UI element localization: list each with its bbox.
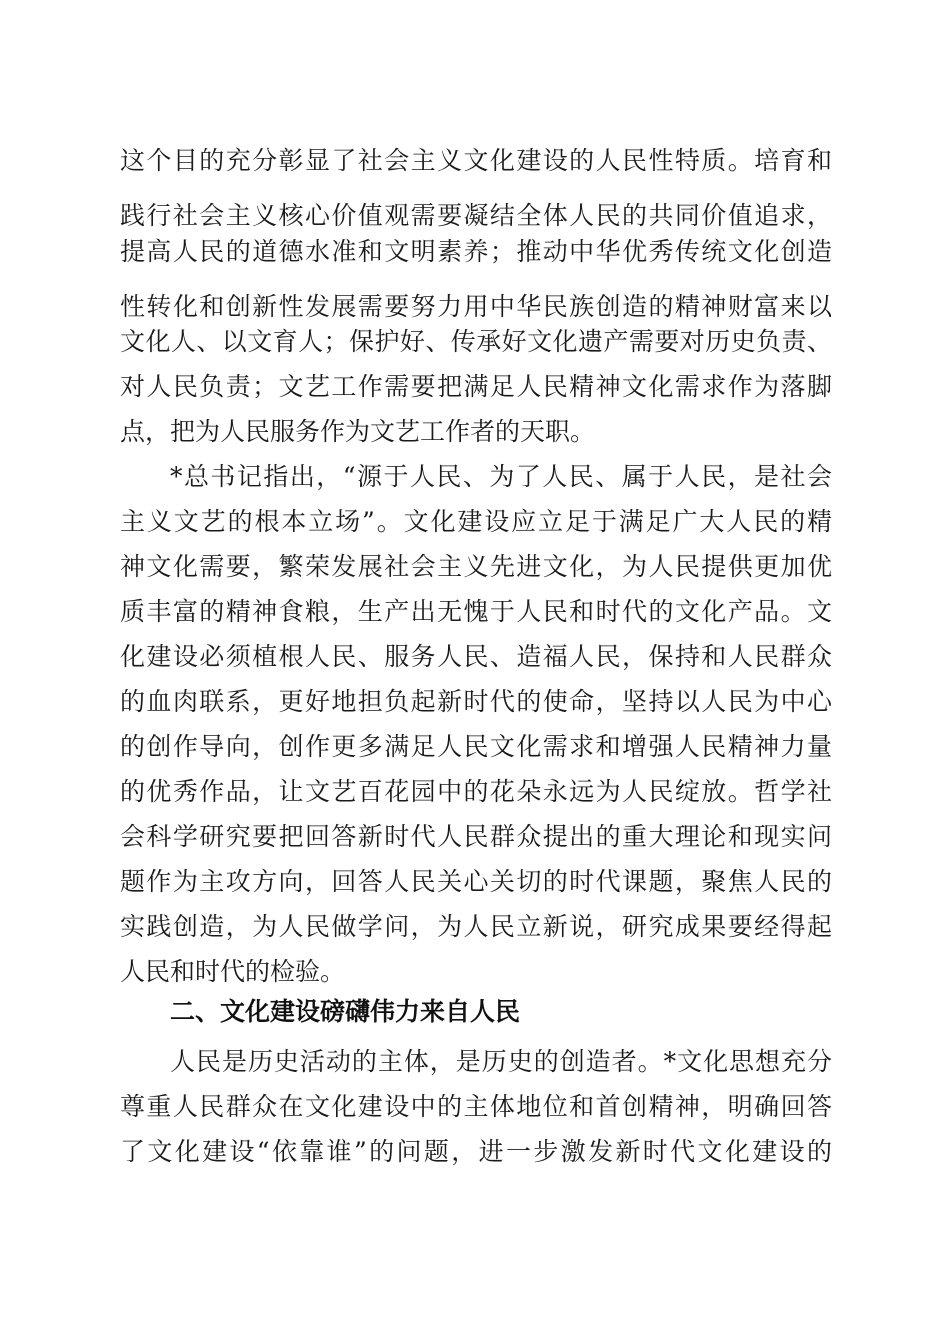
- text-line: 质丰富的精神食粮，生产出无愧于人民和时代的文化产品。文: [120, 597, 832, 626]
- text-line: 了文化建设“依靠谁”的问题，进一步激发新时代文化建设的: [120, 1137, 832, 1166]
- text-line: 化建设必须植根人民、服务人民、造福人民，保持和人民群众: [120, 642, 832, 671]
- text-line: 会科学研究要把回答新时代人民群众提出的重大理论和现实问: [120, 822, 832, 851]
- text-line: 践行社会主义核心价值观需要凝结全体人民的共同价值追求，: [120, 201, 832, 230]
- text-line: 这个目的充分彰显了社会主义文化建设的人民性特质。培育和: [120, 146, 832, 175]
- text-line: 的优秀作品，让文艺百花园中的花朵永远为人民绽放。哲学社: [120, 777, 832, 806]
- text-line: 尊重人民群众在文化建设中的主体地位和首创精神，明确回答: [120, 1092, 832, 1121]
- text-line: 文化人、以文育人；保护好、传承好文化遗产需要对历史负责、: [120, 327, 832, 356]
- text-line: 实践创造，为人民做学问，为人民立新说，研究成果要经得起: [120, 912, 832, 941]
- text-line: 点，把为人民服务作为文艺工作者的天职。: [120, 417, 596, 446]
- section-heading: 二、文化建设磅礴伟力来自人民: [170, 997, 521, 1026]
- text-line: 提高人民的道德水准和文明素养；推动中华优秀传统文化创造: [120, 237, 832, 266]
- text-line: 人民是历史活动的主体，是历史的创造者。*文化思想充分: [170, 1047, 832, 1076]
- text-line: 的创作导向，创作更多满足人民文化需求和增强人民精神力量: [120, 732, 832, 761]
- text-line: 的血肉联系，更好地担负起新时代的使命，坚持以人民为中心: [120, 687, 832, 716]
- text-line: 人民和时代的检验。: [120, 957, 346, 986]
- text-line: 神文化需要，繁荣发展社会主义先进文化，为人民提供更加优: [120, 552, 832, 581]
- text-line: 对人民负责；文艺工作需要把满足人民精神文化需求作为落脚: [120, 372, 832, 401]
- text-line: 题作为主攻方向，回答人民关心关切的时代课题，聚焦人民的: [120, 867, 832, 896]
- text-line: *总书记指出，“源于人民、为了人民、属于人民，是社会: [170, 462, 832, 491]
- text-line: 主义文艺的根本立场”。文化建设应立足于满足广大人民的精: [120, 507, 832, 536]
- text-line: 性转化和创新性发展需要努力用中华民族创造的精神财富来以: [120, 292, 832, 321]
